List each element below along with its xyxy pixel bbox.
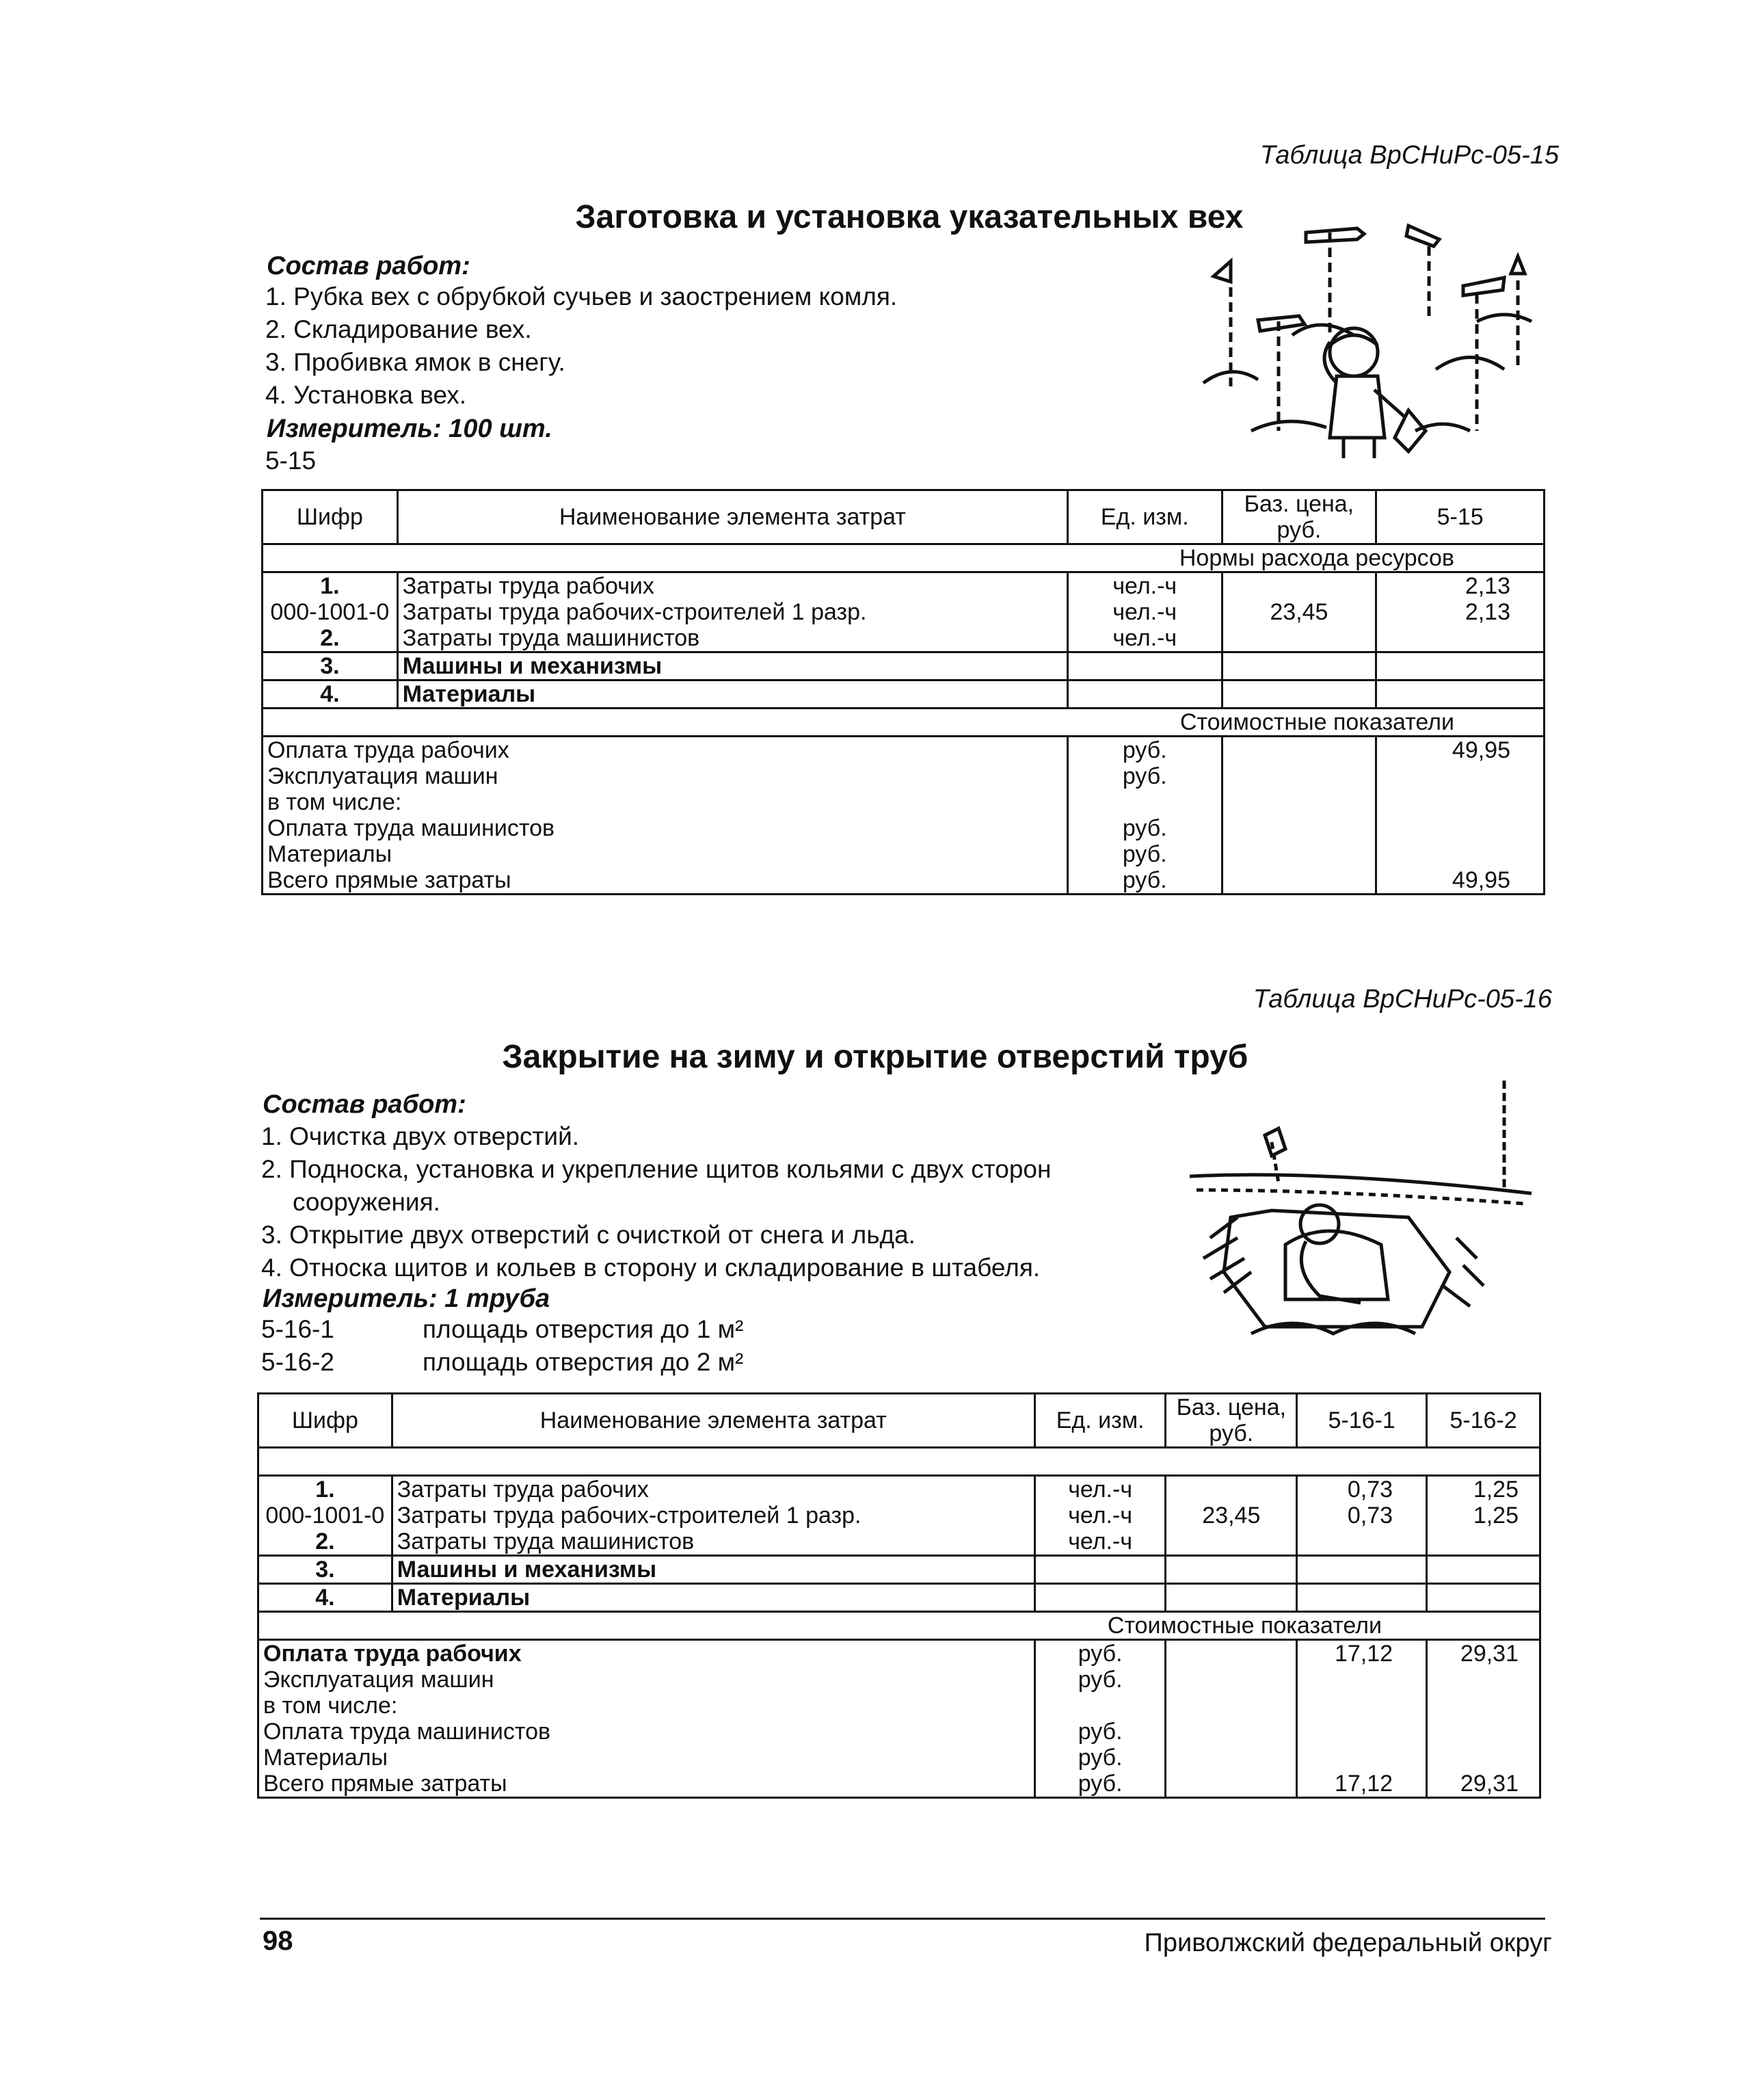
table-cell: [1427, 1745, 1540, 1771]
table-row: [263, 815, 1545, 841]
column-header: Шифр: [263, 490, 398, 544]
table-cell: Затраты труда рабочих: [392, 1476, 1034, 1503]
table-cell: 0,73: [1297, 1476, 1427, 1503]
table-cell: [1034, 1556, 1166, 1584]
work-step: 2. Подноска, установка и укрепление щитов кольями с двух сторон: [261, 1155, 1052, 1183]
column-header: Наименование элемента затрат: [392, 1394, 1034, 1448]
table-cell: [1222, 572, 1376, 600]
table-cell: [1166, 1584, 1297, 1612]
table-cell: [1034, 1693, 1166, 1719]
table-cell: 29,31: [1427, 1640, 1540, 1667]
table-cell: 4.: [263, 680, 398, 709]
table-cell: 3.: [263, 652, 398, 680]
variant-code: 5-16-1: [261, 1315, 334, 1343]
table-row: [263, 867, 1545, 895]
table-cell: руб.: [1034, 1771, 1166, 1798]
table-cell: 2,13: [1376, 572, 1545, 600]
table-cell: [1222, 867, 1376, 895]
table-cell: [1067, 789, 1222, 815]
table-cell: 29,31: [1427, 1771, 1540, 1798]
variant-description: площадь отверстия до 1 м²: [423, 1315, 744, 1343]
table-cell: [1222, 625, 1376, 652]
table-cell: руб.: [1034, 1640, 1166, 1667]
table-cell: [1297, 1556, 1427, 1584]
table-cell: 000-1001-0: [263, 599, 398, 625]
table-cell: 23,45: [1166, 1503, 1297, 1529]
table-cell: [1376, 680, 1545, 709]
table-cell: руб.: [1034, 1745, 1166, 1771]
column-header: 5-15: [1376, 490, 1545, 544]
table-cell: Эксплуатация машин: [263, 763, 1068, 789]
table-row: [263, 652, 1545, 680]
footer-region: Приволжский федеральный округ: [1144, 1929, 1552, 1957]
meter-label: Измеритель: 1 труба: [263, 1284, 550, 1313]
table-cell: руб.: [1067, 841, 1222, 867]
table-cell: Машины и механизмы: [392, 1556, 1034, 1584]
table-cell: 1,25: [1427, 1476, 1540, 1503]
norms-band: [258, 1448, 1540, 1476]
table-cell: руб.: [1067, 815, 1222, 841]
work-step: 3. Открытие двух отверстий с очисткой от снега и льда.: [261, 1221, 916, 1249]
table-row: [258, 1640, 1540, 1667]
table-row: [258, 1771, 1540, 1798]
table-label: Таблица ВрСНиРс-05-15: [1259, 141, 1559, 170]
table-cell: Оплата труда рабочих: [263, 737, 1068, 764]
table-row: [263, 841, 1545, 867]
column-header: Ед. изм.: [1067, 490, 1222, 544]
table-cell: [1427, 1667, 1540, 1693]
work-step: 4. Установка вех.: [265, 381, 467, 409]
table-cell: 1.: [258, 1476, 392, 1503]
table-row: [258, 1745, 1540, 1771]
variant-code: 5-16-2: [261, 1348, 334, 1376]
section-title: Заготовка и установка указательных вех: [575, 199, 1244, 235]
table-cell: чел.-ч: [1034, 1503, 1166, 1529]
table-cell: [1166, 1476, 1297, 1503]
variant-row: [261, 1313, 743, 1346]
table-cell: Материалы: [263, 841, 1068, 867]
table-cell: Затраты труда рабочих: [397, 572, 1067, 600]
composition-heading: Состав работ:: [263, 1090, 466, 1119]
table-cell: 3.: [258, 1556, 392, 1584]
table-cell: [1427, 1529, 1540, 1556]
norms-band: Нормы расхода ресурсов: [263, 544, 1545, 572]
column-header: Ед. изм.: [1034, 1394, 1166, 1448]
cost-table: [257, 1392, 1541, 1799]
table-cell: [1166, 1693, 1297, 1719]
work-steps-list: [261, 1120, 1051, 1284]
table-cell: Затраты труда машинистов: [397, 625, 1067, 652]
table-cell: чел.-ч: [1034, 1476, 1166, 1503]
work-steps-list: [265, 280, 897, 412]
table-cell: [1297, 1719, 1427, 1745]
table-cell: руб.: [1034, 1719, 1166, 1745]
table-cell: [1222, 763, 1376, 789]
table-row: [258, 1719, 1540, 1745]
table-cell: Оплата труда машинистов: [263, 815, 1068, 841]
table-cell: [1297, 1745, 1427, 1771]
table-cell: в том числе:: [258, 1693, 1035, 1719]
table-cell: 23,45: [1222, 599, 1376, 625]
table-cell: 49,95: [1376, 867, 1545, 895]
work-step: сооружения.: [293, 1188, 440, 1216]
table-cell: [1067, 680, 1222, 709]
column-header: 5-16-2: [1427, 1394, 1540, 1448]
table-cell: [1067, 652, 1222, 680]
table-band-row: [263, 709, 1545, 737]
table-cell: Материалы: [258, 1745, 1035, 1771]
table-cell: 1.: [263, 572, 398, 600]
table-cell: [1427, 1719, 1540, 1745]
table-cell: руб.: [1034, 1667, 1166, 1693]
table-cell: 2.: [258, 1529, 392, 1556]
table-band-row: [263, 544, 1545, 572]
table-cell: в том числе:: [263, 789, 1068, 815]
column-header: Баз. цена, руб.: [1222, 490, 1376, 544]
meter-label: Измеритель: 100 шт.: [267, 414, 552, 443]
table-cell: Оплата труда рабочих: [258, 1640, 1035, 1667]
table-cell: [1222, 680, 1376, 709]
table-cell: [1297, 1693, 1427, 1719]
table-header-row: [263, 490, 1545, 544]
table-cell: чел.-ч: [1067, 625, 1222, 652]
table-cell: руб.: [1067, 737, 1222, 764]
column-header: Баз. цена, руб.: [1166, 1394, 1297, 1448]
table-header-row: [258, 1394, 1540, 1448]
table-cell: Всего прямые затраты: [258, 1771, 1035, 1798]
table-cell: [1427, 1584, 1540, 1612]
table-cell: [1166, 1667, 1297, 1693]
table-cell: [1166, 1529, 1297, 1556]
table-cell: [1376, 815, 1545, 841]
table-row: [258, 1556, 1540, 1584]
table-cell: [1222, 652, 1376, 680]
table-cell: 17,12: [1297, 1771, 1427, 1798]
table-cell: [1166, 1640, 1297, 1667]
table-cell: 2.: [263, 625, 398, 652]
table-cell: чел.-ч: [1067, 572, 1222, 600]
table-cell: 49,95: [1376, 737, 1545, 764]
table-cell: Оплата труда машинистов: [258, 1719, 1035, 1745]
table-row: [258, 1584, 1540, 1612]
table-cell: [1222, 841, 1376, 867]
table-row: [258, 1667, 1540, 1693]
table-cell: [1376, 789, 1545, 815]
table-cell: [1427, 1693, 1540, 1719]
table-cell: 2,13: [1376, 599, 1545, 625]
table-cell: чел.-ч: [1067, 599, 1222, 625]
table-row: [263, 625, 1545, 652]
pipe-opening-illustration: [1183, 1060, 1538, 1368]
table-row: [258, 1503, 1540, 1529]
table-cell: [1376, 652, 1545, 680]
table-cell: 4.: [258, 1584, 392, 1612]
table-cell: [1297, 1529, 1427, 1556]
table-cell: [1376, 841, 1545, 867]
table-cell: [1297, 1667, 1427, 1693]
table-cell: Материалы: [397, 680, 1067, 709]
table-cell: [1166, 1556, 1297, 1584]
table-cell: 000-1001-0: [258, 1503, 392, 1529]
table-row: [258, 1529, 1540, 1556]
variants-list: [261, 1313, 743, 1379]
table-row: [263, 680, 1545, 709]
table-cell: 0,73: [1297, 1503, 1427, 1529]
column-header: 5-16-1: [1297, 1394, 1427, 1448]
table-cell: [1222, 737, 1376, 764]
table-cell: [1166, 1745, 1297, 1771]
table-cell: [1376, 763, 1545, 789]
table-cell: [1166, 1719, 1297, 1745]
section-title: Закрытие на зиму и открытие отверстий труб: [502, 1039, 1248, 1075]
footer-rule: [260, 1918, 1545, 1920]
variant-code: 5-15: [265, 447, 317, 475]
table-cell: [1034, 1584, 1166, 1612]
work-step: 1. Рубка вех с обрубкой сучьев и заострением комля.: [265, 282, 898, 310]
table-cell: 17,12: [1297, 1640, 1427, 1667]
page-number: 98: [263, 1926, 293, 1956]
variant-description: площадь отверстия до 2 м²: [423, 1348, 744, 1376]
variant-row: [261, 1346, 743, 1379]
table-row: [258, 1476, 1540, 1503]
table-row: [263, 737, 1545, 764]
table-cell: [1166, 1771, 1297, 1798]
table-band-row: [258, 1448, 1540, 1476]
column-header: Шифр: [258, 1394, 392, 1448]
table-cell: [1297, 1584, 1427, 1612]
variant-row: [265, 445, 427, 477]
table-cell: Материалы: [392, 1584, 1034, 1612]
table-cell: Всего прямые затраты: [263, 867, 1068, 895]
work-step: 3. Пробивка ямок в снегу.: [265, 348, 565, 376]
table-row: [263, 789, 1545, 815]
table-cell: Затраты труда рабочих-строителей 1 разр.: [397, 599, 1067, 625]
table-row: [263, 572, 1545, 600]
table-cell: руб.: [1067, 763, 1222, 789]
work-step: 2. Складирование вех.: [265, 315, 532, 343]
table-cell: Машины и механизмы: [397, 652, 1067, 680]
composition-heading: Состав работ:: [267, 252, 470, 280]
table-band-row: [258, 1612, 1540, 1640]
table-cell: 1,25: [1427, 1503, 1540, 1529]
table-row: [258, 1693, 1540, 1719]
work-step: 1. Очистка двух отверстий.: [261, 1122, 580, 1150]
table-cell: Эксплуатация машин: [258, 1667, 1035, 1693]
table-cell: [1427, 1556, 1540, 1584]
table-cell: [1222, 815, 1376, 841]
table-label: Таблица ВрСНиРс-05-16: [1253, 985, 1552, 1014]
table-cell: руб.: [1067, 867, 1222, 895]
table-cell: Затраты труда машинистов: [392, 1529, 1034, 1556]
table-cell: [1222, 789, 1376, 815]
work-step: 4. Относка щитов и кольев в сторону и складирование в штабеля.: [261, 1254, 1041, 1282]
marker-poles-illustration: [1190, 205, 1545, 479]
column-header: Наименование элемента затрат: [397, 490, 1067, 544]
table-cell: [1376, 625, 1545, 652]
table-cell: Затраты труда рабочих-строителей 1 разр.: [392, 1503, 1034, 1529]
cost-band: Стоимостные показатели: [263, 709, 1545, 737]
cost-table: [261, 489, 1545, 895]
table-cell: чел.-ч: [1034, 1529, 1166, 1556]
cost-band: Стоимостные показатели: [258, 1612, 1540, 1640]
table-row: [263, 763, 1545, 789]
table-row: [263, 599, 1545, 625]
